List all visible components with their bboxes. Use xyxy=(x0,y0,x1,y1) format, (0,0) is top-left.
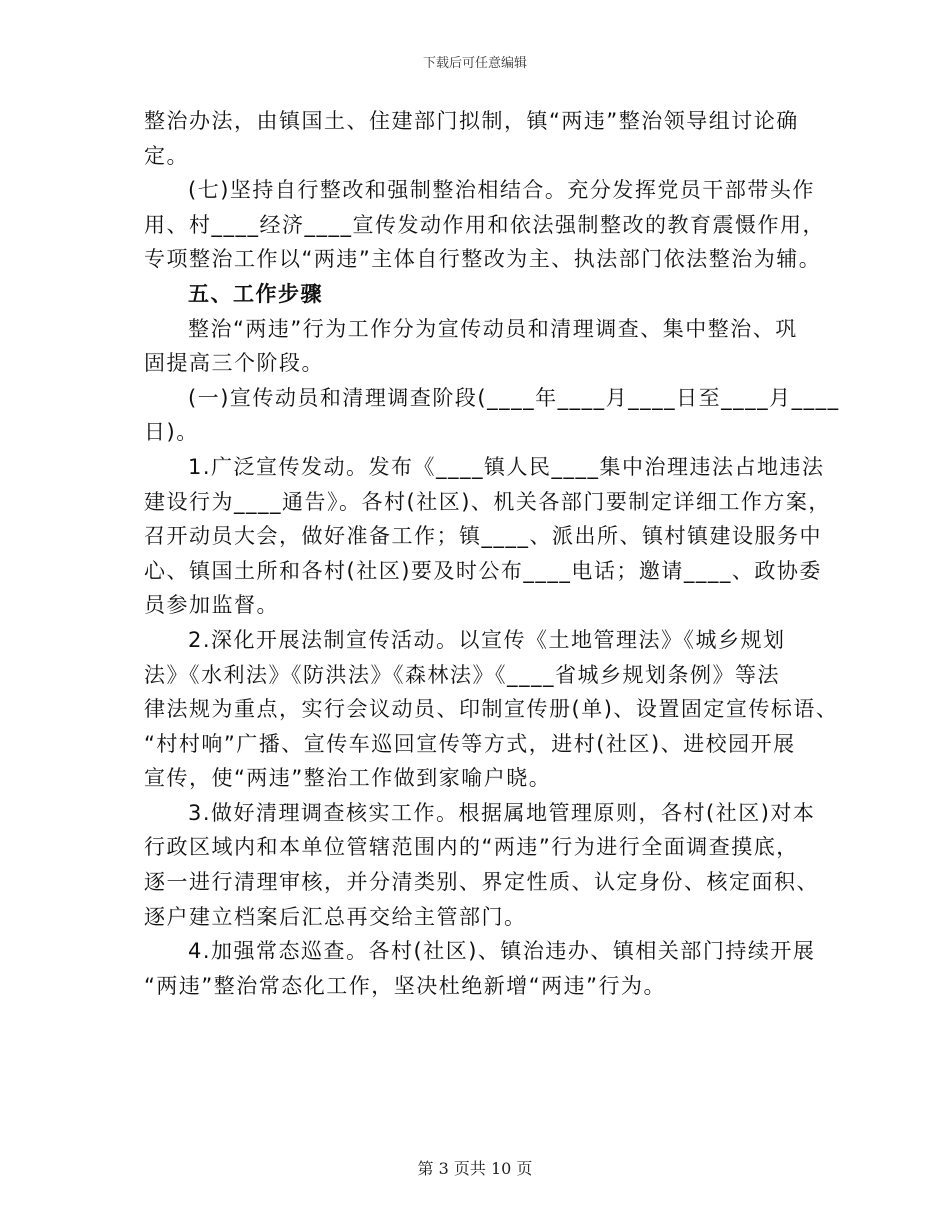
text-line: 用、村____经济____宣传发动作用和依法强制整改的教育震慑作用， xyxy=(144,212,825,237)
text-line: 日)。 xyxy=(144,420,199,445)
text-line: (七)坚持自行整改和强制整治相结合。充分发挥党员干部带头作 xyxy=(188,178,815,203)
text-line: 整治办法，由镇国土、住建部门拟制，镇“两违”整治领导组讨论确 xyxy=(144,109,799,133)
text-line: 召开动员大会，做好准备工作；镇____、派出所、镇村镇建设服务中 xyxy=(144,524,822,549)
text-line: 心、镇国土所和各村(社区)要及时公布____电话；邀请____、政协委 xyxy=(144,558,822,583)
text-line: (一)宣传动员和清理调查阶段(____年____月____日至____月____ xyxy=(188,385,840,410)
text-line: 2.深化开展法制宣传活动。以宣传《土地管理法》《城乡规划 xyxy=(188,627,786,652)
text-line: 定。 xyxy=(144,143,189,168)
text-line: 逐户建立档案后汇总再交给主管部门。 xyxy=(144,904,527,929)
section-heading: 五、工作步骤 xyxy=(188,281,323,306)
page-header: 下载后可任意编辑 xyxy=(422,56,527,71)
text-line: 整治“两违”行为工作分为宣传动员和清理调查、集中整治、巩 xyxy=(188,316,798,341)
text-line: 员参加监督。 xyxy=(144,593,279,618)
page-footer: 第 3 页共 10 页 xyxy=(417,1159,533,1178)
text-line: 4.加强常态巡查。各村(社区)、镇治违办、镇相关部门持续开展 xyxy=(188,939,816,964)
document-body xyxy=(144,104,840,1003)
text-line: 专项整治工作以“两违”主体自行整改为主、执法部门依法整治为辅。 xyxy=(144,247,822,272)
text-line: 3.做好清理调查核实工作。根据属地管理原则，各村(社区)对本 xyxy=(188,800,816,825)
text-line: 建设行为____通告》。各村(社区)、机关各部门要制定详细工作方案， xyxy=(144,489,831,514)
text-line: 法》《水利法》《防洪法》《森林法》《____省城乡规划条例》等法 xyxy=(144,662,780,687)
text-line: “村村响”广播、宣传车巡回宣传等方式，进村(社区)、进校园开展 xyxy=(144,731,796,756)
text-line: “两违”整治常态化工作，坚决杜绝新增“两违”行为。 xyxy=(144,973,667,998)
text-line: 逐一进行清理审核，并分清类别、界定性质、认定身份、核定面积、 xyxy=(144,870,819,895)
text-line: 固提高三个阶段。 xyxy=(144,351,324,376)
text-line: 律法规为重点，实行会议动员、印制宣传册(单)、设置固定宣传标语、 xyxy=(144,697,839,722)
text-line: 行政区域内和本单位管辖范围内的“两违”行为进行全面调查摸底， xyxy=(144,835,799,860)
text-line: 宣传，使“两违”整治工作做到家喻户晓。 xyxy=(144,766,552,791)
text-line: 1.广泛宣传发动。发布《____镇人民____集中治理违法占地违法 xyxy=(188,454,825,479)
